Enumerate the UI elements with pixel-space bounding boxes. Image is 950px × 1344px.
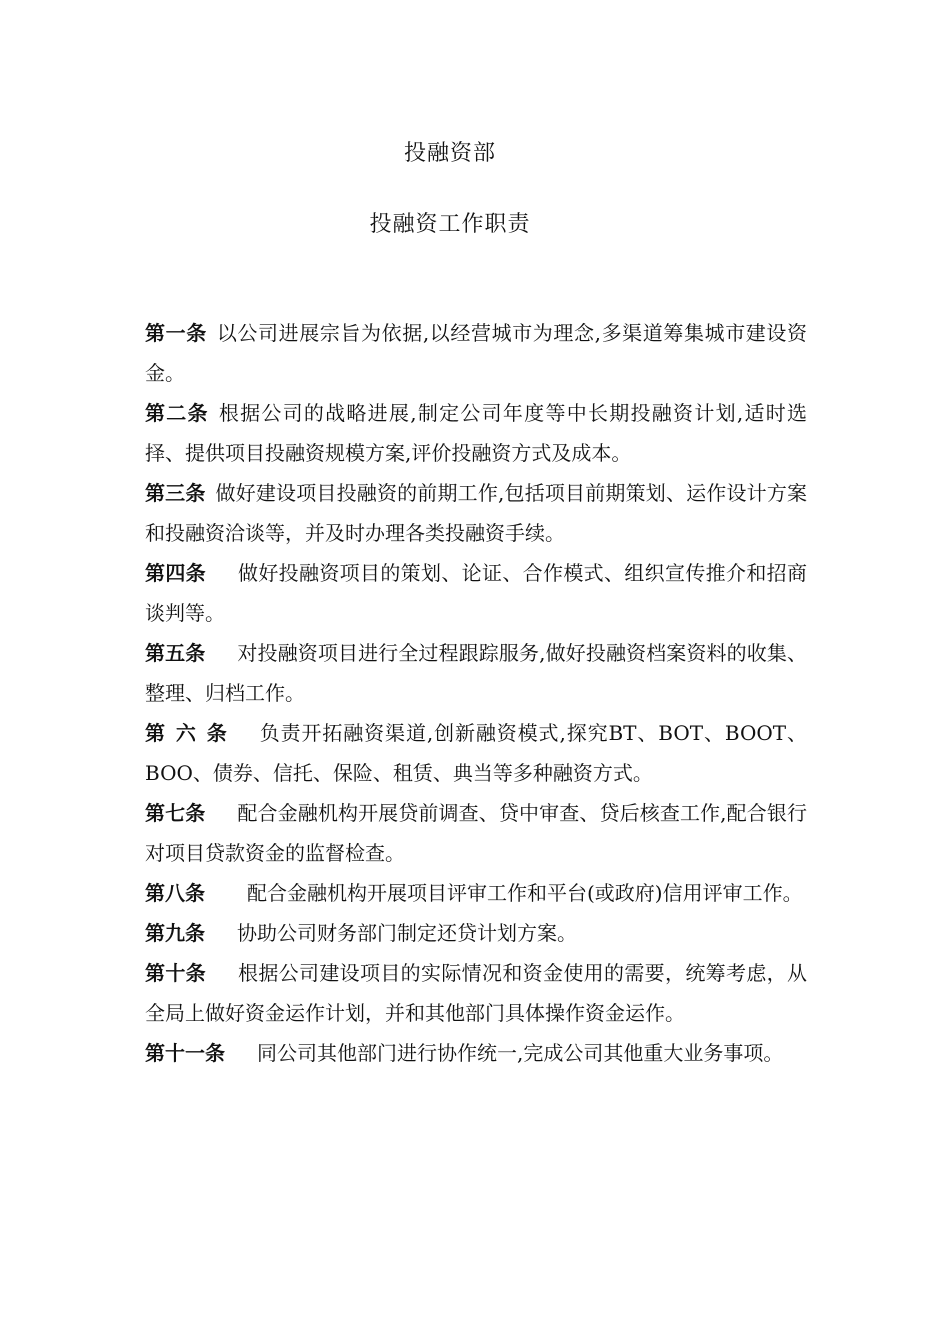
article-text: 根据公司的战略进展,制定公司年度等中长期投融资计划,适时选择、提供项目投融资规模方案,评价投融资方式及成本。	[145, 401, 808, 465]
department-title: 投融资部	[403, 141, 496, 166]
article-text: 同公司其他部门进行协作统一,完成公司其他重大业务事项。	[257, 1041, 784, 1065]
article-label: 第五条	[145, 641, 206, 665]
article-label: 第九条	[145, 921, 205, 945]
article-3	[145, 473, 807, 553]
article-text: 做好投融资项目的策划、论证、合作模式、组织宣传推介和招商谈判等。	[145, 561, 807, 625]
article-text: 负责开拓融资渠道,创新融资模式,探究BT、BOT、BOOT、BOO、债券、信托、保险、租赁、典当等多种融资方式。	[145, 721, 807, 785]
article-5	[145, 633, 807, 713]
article-11	[145, 1033, 807, 1073]
article-text: 以公司进展宗旨为依据,以经营城市为理念,多渠道筹集城市建设资金。	[145, 321, 808, 385]
article-10	[145, 953, 807, 1033]
article-label: 第八条	[145, 881, 205, 905]
duty-title: 投融资工作职责	[369, 212, 531, 237]
article-label: 第十条	[145, 961, 206, 985]
article-label: 第三条	[145, 481, 206, 505]
articles-list	[145, 313, 807, 1073]
article-text: 根据公司建设项目的实际情况和资金使用的需要，统筹考虑，从全局上做好资金运作计划，并和其他部门具体操作资金运作。	[145, 961, 807, 1025]
article-8	[145, 873, 807, 913]
article-text: 配合金融机构开展贷前调查、贷中审查、贷后核查工作,配合银行对项目贷款资金的监督检查。	[145, 801, 808, 865]
article-text: 配合金融机构开展项目评审工作和平台(或政府)信用评审工作。	[247, 881, 803, 905]
article-label: 第四条	[145, 561, 206, 585]
article-label: 第六条	[145, 721, 238, 745]
article-text: 协助公司财务部门制定还贷计划方案。	[237, 921, 577, 945]
article-1	[145, 313, 807, 393]
article-4	[145, 553, 807, 633]
article-2	[145, 393, 807, 473]
article-9	[145, 913, 807, 953]
article-label: 第二条	[145, 401, 209, 425]
article-6	[145, 713, 807, 793]
article-text: 做好建设项目投融资的前期工作,包括项目前期策划、运作设计方案和投融资洽谈等，并及时办理各类投融资手续。	[145, 481, 807, 545]
article-label: 第七条	[145, 801, 206, 825]
article-label: 第十一条	[145, 1041, 225, 1065]
article-text: 对投融资项目进行全过程跟踪服务,做好投融资档案资料的收集、整理、归档工作。	[145, 641, 808, 705]
article-7	[145, 793, 807, 873]
article-label: 第一条	[145, 321, 207, 345]
